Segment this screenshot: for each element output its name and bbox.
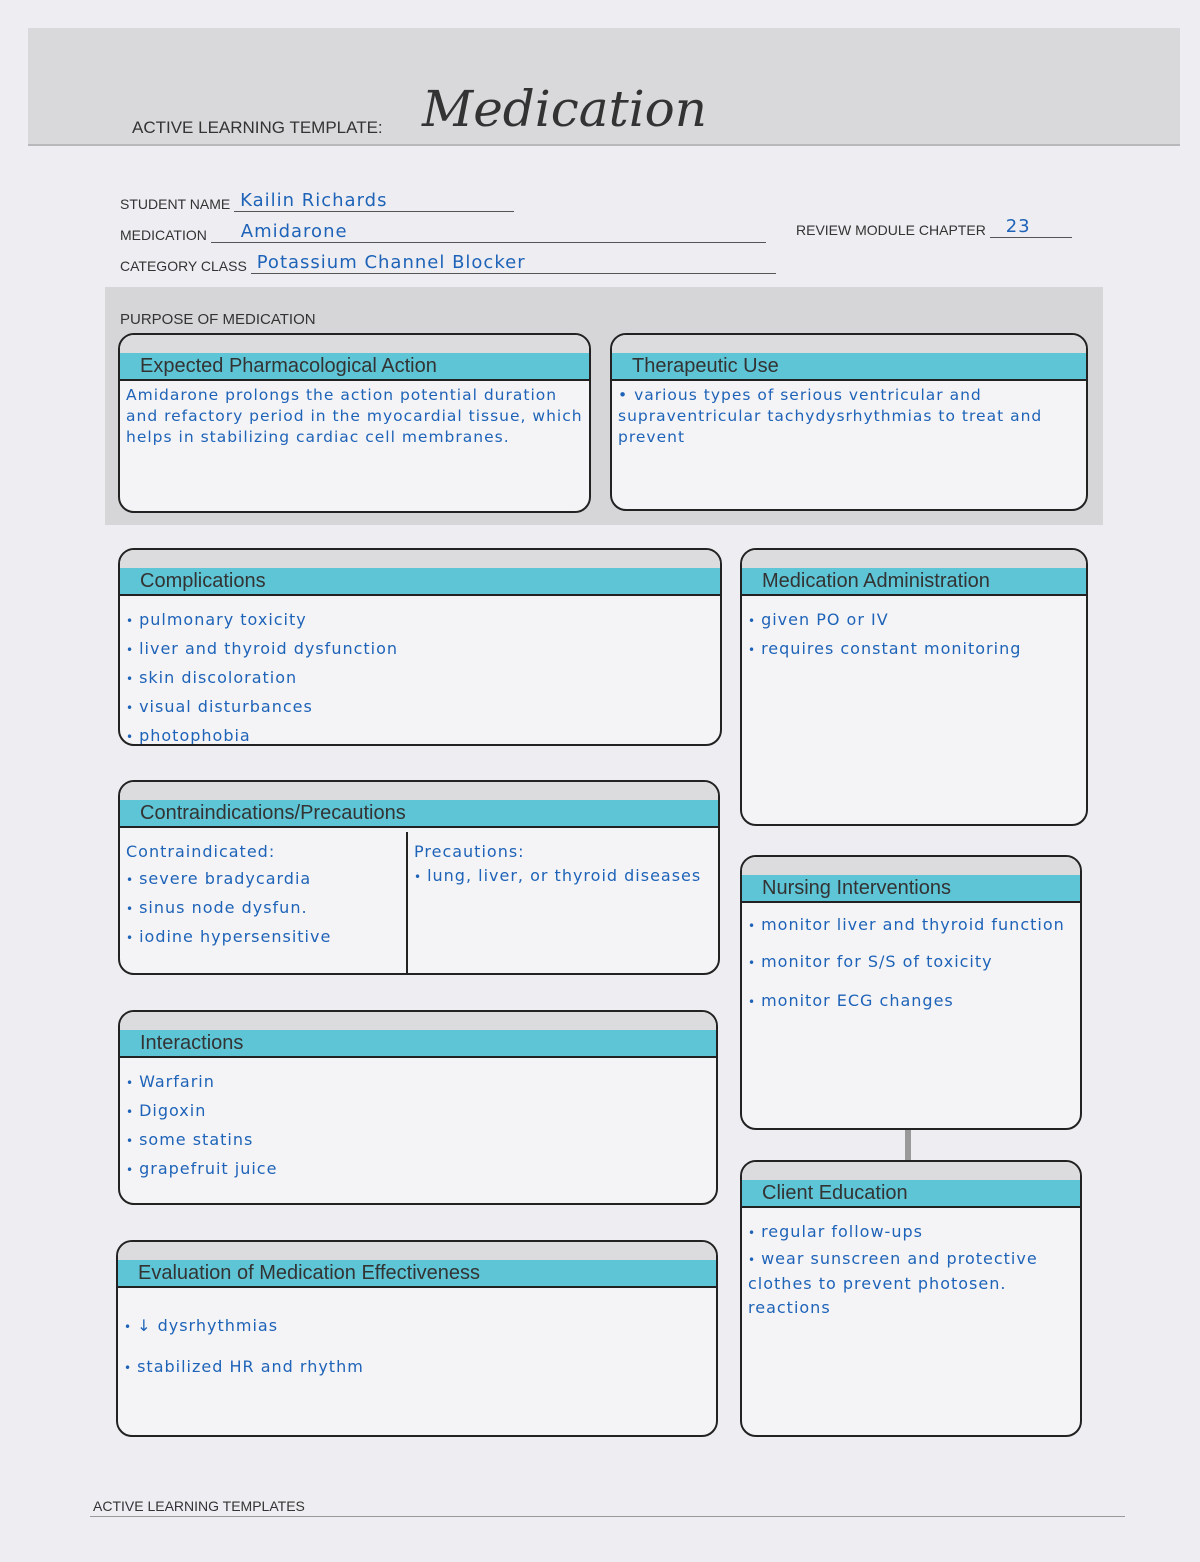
list-item: • Warfarin: [126, 1068, 710, 1097]
list-item: • requires constant monitoring: [748, 635, 1080, 664]
page-title: Medication: [422, 80, 707, 138]
interactions-box: [118, 1010, 718, 1205]
footer-divider: [90, 1516, 1125, 1517]
student-name-label: STUDENT NAME: [120, 196, 231, 212]
list-item: • some statins: [126, 1126, 710, 1155]
administration-box: [740, 548, 1088, 826]
student-name-field: [120, 190, 514, 212]
list-item: • monitor for S/S of toxicity: [748, 950, 1074, 975]
contraindications-title: Contraindications/Precautions: [120, 800, 718, 828]
expected-action-box: [118, 333, 591, 513]
client-education-title: Client Education: [742, 1180, 1080, 1208]
category-field: [120, 252, 776, 274]
medication-value: Amidarone: [240, 221, 348, 242]
chapter-value: 23: [1005, 216, 1031, 237]
list-item: • photophobia: [126, 722, 714, 746]
connector: [905, 1130, 911, 1160]
list-item: • skin discoloration: [126, 664, 714, 693]
category-label: CATEGORY CLASS: [120, 258, 247, 274]
list-item: • severe bradycardia: [126, 865, 400, 894]
list-item: • wear sunscreen and protective clothes to prevent photosen. reactions: [748, 1247, 1074, 1320]
list-item: • iodine hypersensitive: [126, 923, 400, 952]
template-label: ACTIVE LEARNING TEMPLATE:: [132, 118, 383, 137]
list-item: • stabilized HR and rhythm: [124, 1347, 710, 1388]
list-item: • pulmonary toxicity: [126, 606, 714, 635]
purpose-label: PURPOSE OF MEDICATION: [120, 311, 316, 328]
list-item: • monitor liver and thyroid function: [748, 913, 1074, 938]
administration-title: Medication Administration: [742, 568, 1086, 596]
interactions-title: Interactions: [120, 1030, 716, 1058]
category-value: Potassium Channel Blocker: [256, 252, 526, 273]
list-item: • liver and thyroid dysfunction: [126, 635, 714, 664]
complications-title: Complications: [120, 568, 720, 596]
footer-label: ACTIVE LEARNING TEMPLATES: [93, 1498, 305, 1514]
client-education-box: [740, 1160, 1082, 1437]
expected-action-title: Expected Pharmacological Action: [120, 353, 589, 381]
contraindicated-label: Contraindicated:: [126, 842, 276, 861]
list-item: • Digoxin: [126, 1097, 710, 1126]
list-item: • lung, liver, or thyroid diseases: [414, 865, 712, 888]
medication-field: [120, 221, 766, 243]
complications-box: [118, 548, 722, 746]
medication-label: MEDICATION: [120, 227, 207, 243]
list-item: • regular follow-ups: [748, 1218, 1074, 1247]
chapter-field: [796, 216, 1072, 238]
evaluation-title: Evaluation of Medication Effectiveness: [118, 1260, 716, 1288]
contraindications-box: [118, 780, 720, 975]
student-name-value: Kailin Richards: [240, 190, 388, 211]
nursing-box: [740, 855, 1082, 1130]
expected-action-text: Amidarone prolongs the action potential duration and refactory period in the myocardial tissue, which helps in stabilizing cardiac cell membranes.: [126, 386, 583, 446]
list-item: • monitor ECG changes: [748, 987, 1074, 1016]
therapeutic-use-title: Therapeutic Use: [612, 353, 1086, 381]
therapeutic-use-box: [610, 333, 1088, 511]
list-item: • visual disturbances: [126, 693, 714, 722]
list-item: • ↓ dysrhythmias: [124, 1306, 710, 1347]
list-item: • grapefruit juice: [126, 1155, 710, 1184]
list-item: • given PO or IV: [748, 606, 1080, 635]
chapter-label: REVIEW MODULE CHAPTER: [796, 222, 986, 238]
precautions-label: Precautions:: [414, 842, 525, 861]
list-item: • sinus node dysfun.: [126, 894, 400, 923]
therapeutic-use-item: • various types of serious ventricular and supraventricular tachydysrhythmias to treat and prevent: [618, 386, 1043, 446]
evaluation-box: [116, 1240, 718, 1437]
nursing-title: Nursing Interventions: [742, 875, 1080, 903]
